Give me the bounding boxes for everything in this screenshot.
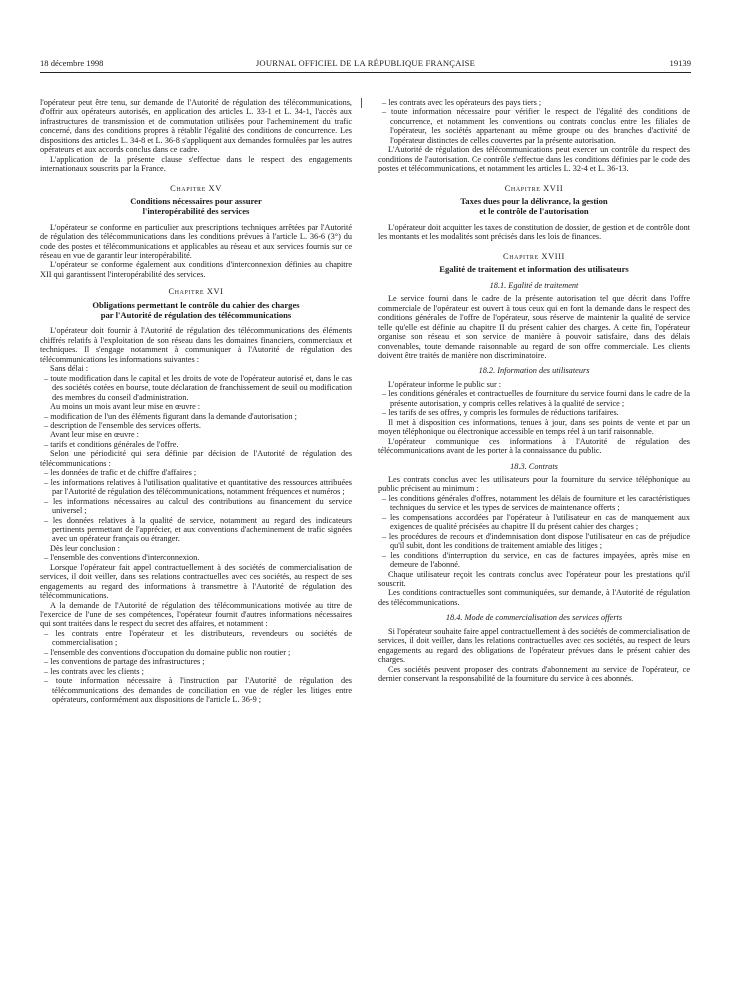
- section-heading: 18.1. Egalité de traitement: [489, 280, 579, 290]
- column-divider: [361, 98, 362, 108]
- chapter-label: Chapitre XVIII: [503, 251, 565, 261]
- paragraph: Ces sociétés peuvent proposer des contrats d'abonnement au service de l'opérateur, ce dernier conservant la responsabilité de la fourniture du service à ces abonnés.: [378, 664, 690, 684]
- paragraph: Dès leur conclusion :: [50, 543, 120, 553]
- list-item: – les compensations accordées par l'opérateur à l'utilisateur en cas de manquement aux exigences de qualité précisées au chapitre II du présent cahier des charges ;: [382, 512, 690, 532]
- list-item: – les conventions de partage des infrastructures ;: [44, 657, 205, 667]
- list-item: – les données relatives à la qualité de service, notamment au regard des indicateurs pertinents permettant de l'apprécier, et aux conventions d'acheminement de trafic signées avec un opérateur français ou étranger.: [44, 515, 352, 544]
- chapter-heading: et le contrôle de l'autorisation: [479, 205, 589, 216]
- paragraph: L'opérateur doit acquitter les taxes de constitution de dossier, de gestion et de contrôle dont les montants et les modalités sont précisés dans les lois de finances.: [378, 222, 690, 242]
- list-item: – tarifs et conditions générales de l'offre.: [44, 439, 179, 449]
- list-item: – les conditions générales et contractuelles de fourniture du service fourni dans le cadre de la présente autorisation, y compris celles relatives à la qualité de service ;: [382, 389, 690, 408]
- chapter-heading: l'interopérabilité des services: [142, 205, 250, 216]
- paragraph: L'application de la présente clause s'effectue dans le respect des engagements internationaux souscrits par la France.: [40, 154, 352, 174]
- list-item: – les informations relatives à l'utilisation qualitative et quantitative des ressources attribuées par l'Autorité de régulation des télécommunications, notamment fréquences et numéros ;: [44, 477, 352, 497]
- chapter-heading: Taxes dues pour la délivrance, la gestion: [460, 196, 608, 207]
- paragraph: L'opérateur se conforme en particulier aux prescriptions techniques arrêtées par l'Autorité de régulation des télécommunications dans les conditions prévues à l'article L. 36-6 (3°) du code des postes et télécommunications et applicables au réseau et aux services fournis sur ce réseau en vue de garantir leur interopérabilité.: [40, 222, 352, 261]
- paragraph: Sans délai :: [50, 364, 89, 374]
- list-item: – les contrats avec les opérateurs des pays tiers ;: [382, 98, 542, 107]
- list-item: – toute information nécessaire pour vérifier le respect de l'égalité des conditions de concurrence, et notamment les conventions ou contrats conclus entre les filiales de l'opérateur, les sociétés appartenant au même groupe ou des branches d'activité de l'opérateur distinctes de celles couvertes par la présente autorisation.: [382, 107, 690, 145]
- paragraph: l'opérateur peut être tenu, sur demande de l'Autorité de régulation des télécommunications, d'offrir aux opérateurs autorisés, en application des articles L. 33-1 et L. 34-1, l'accès aux infrastructures de transmission et de commutation utilisées pour l'acheminement du trafic concerné, dans des conditions propres à rétablir l'égalité des conditions de concurrence. Les dispositions des articles L. 34-8 et L. 36-8 s'appliquent aux demandes formulées par les autres opérateurs et aux accords conclus dans ce cadre.: [40, 98, 352, 155]
- list-item: – les tarifs de ses offres, y compris les formules de réductions tarifaires.: [382, 408, 619, 418]
- list-item: – les informations nécessaires au calcul des contributions au financement du service universel ;: [44, 496, 352, 516]
- chapter-heading: par l'Autorité de régulation des télécommunications: [100, 309, 292, 320]
- list-item: – l'ensemble des conventions d'occupation du domaine public non routier ;: [44, 647, 291, 657]
- paragraph: A la demande de l'Autorité de régulation des télécommunications motivée au titre de l'exercice de l'une de ses compétences, l'opérateur fournit d'autres informations nécessaires qui sont traitées dans le respect du secret des affaires, et notamment :: [40, 600, 352, 629]
- list-item: – modification de l'un des éléments figurant dans la demande d'autorisation ;: [44, 411, 297, 421]
- list-item: – l'ensemble des conventions d'interconnexion.: [44, 553, 200, 563]
- paragraph: Lorsque l'opérateur fait appel contractuellement à des sociétés de commercialisation de services, il doit veiller, dans ses relations contractuelles avec ces sociétés, au respect de ses engagements au regard des informations à transmettre à l'Autorité de régulation des télécommunications.: [40, 562, 352, 601]
- paragraph: Les conditions contractuelles sont communiquées, sur demande, à l'Autorité de régulation des télécommunications.: [378, 588, 690, 607]
- journal-title: JOURNAL OFFICIEL DE LA RÉPUBLIQUE FRANÇAISE: [255, 58, 476, 68]
- list-item: – description de l'ensemble des services offerts.: [44, 420, 201, 430]
- paragraph: Si l'opérateur souhaite faire appel contractuellement à des sociétés de commercialisation de services, il doit veiller, dans les relations contractuelles avec ces sociétés, au respect de leurs engagements au regard des obligations de l'opérateur prévues dans le présent cahier des charges.: [378, 626, 690, 665]
- list-item: – les conditions générales d'offres, notamment les délais de fourniture et les caractéristiques techniques du service et les types de services de maintenance offerts ;: [382, 493, 690, 513]
- paragraph: Au moins un mois avant leur mise en œuvre :: [50, 402, 201, 412]
- paragraph: Avant leur mise en œuvre :: [50, 430, 139, 440]
- paragraph: L'opérateur informe le public sur :: [388, 379, 502, 389]
- list-item: – les contrats avec les clients ;: [44, 666, 144, 676]
- right-column: [378, 98, 690, 684]
- list-item: – les procédures de recours et d'indemnisation dont dispose l'utilisateur en cas de préjudice qu'il subit, dont les conditions de traitement amiable des litiges ;: [382, 531, 690, 551]
- paragraph: L'opérateur se conforme également aux conditions d'interconnexion définies au chapitre XII qui garantissent l'interopérabilité des services.: [40, 260, 352, 279]
- header-date: 18 décembre 1998: [40, 58, 104, 68]
- page-header: [40, 58, 691, 73]
- paragraph: Le service fourni dans le cadre de la présente autorisation tel que décrit dans l'offre commerciale de l'opérateur est ouvert à tous ceux qui en font la demande dans le respect des conditions générales de l'offre de l'opérateur, sous réserve de maintenir la qualité de service telle qu'elle est définie au chapitre II du présent cahier des charges. A cette fin, l'opérateur organise son réseau et son service de manière à pouvoir satisfaire, dans des délais convenables, toute demande raisonnable au regard de son offre commerciale. Les clients doivent être traités de manière non discriminatoire.: [378, 294, 690, 360]
- chapter-heading: Conditions nécessaires pour assurer: [130, 196, 262, 207]
- list-item: – les contrats entre l'opérateur et les distributeurs, revendeurs ou sociétés de commercialisation ;: [44, 628, 352, 648]
- paragraph: L'opérateur doit fournir à l'Autorité de régulation des télécommunications des éléments chiffrés relatifs à l'exploitation de son réseau dans les domaines financiers, commerciaux et techniques. Il s'engage notamment à communiquer à l'Autorité de régulation des télécommunications les informations suivantes :: [40, 326, 352, 364]
- list-item: – toute modification dans le capital et les droits de vote de l'opérateur autorisé et, dans le cas des sociétés cotées en bourse, toute déclaration de franchissement de seuil ou modification des membres du conseil d'administration.: [44, 373, 352, 402]
- chapter-label: Chapitre XV: [170, 183, 222, 193]
- chapter-label: Chapitre XVII: [504, 183, 564, 193]
- chapter-label: Chapitre XVI: [168, 287, 224, 297]
- list-item: – les données de trafic et de chiffre d'affaires ;: [44, 468, 197, 478]
- paragraph: Selon une périodicité qui sera définie par décision de l'Autorité de régulation des télécommunications :: [40, 449, 352, 468]
- paragraph: Chaque utilisateur reçoit les contrats conclus avec l'opérateur pour les prestations qu'il souscrit.: [378, 569, 690, 588]
- section-heading: 18.3. Contrats: [510, 461, 558, 471]
- chapter-heading: Egalité de traitement et information des utilisateurs: [439, 264, 629, 275]
- paragraph: L'Autorité de régulation des télécommunications peut exercer un contrôle du respect des conditions de l'autorisation. Ce contrôle s'effectue dans les conditions définies par le code des postes et télécommunications, et notamment les articles L. 32-4 et L. 36-13.: [378, 145, 690, 174]
- list-item: – les conditions d'interruption du service, en cas de factures impayées, après mise en demeure de l'abonné.: [382, 550, 690, 570]
- paragraph: Il met à disposition ces informations, tenues à jour, dans ses points de vente et par un moyen téléphonique ou électronique accessible en temps réel à un tarif raisonnable.: [378, 417, 690, 437]
- section-heading: 18.2. Information des utilisateurs: [478, 366, 590, 376]
- chapter-heading: Obligations permettant le contrôle du cahier des charges: [92, 299, 300, 310]
- paragraph: Les contrats conclus avec les utilisateurs pour la fourniture du service téléphonique au public précisent au minimum :: [378, 474, 690, 494]
- paragraph: L'opérateur communique ces informations à l'Autorité de régulation des télécommunications avant de les porter à la connaissance du public.: [378, 436, 690, 456]
- list-item: – toute information nécessaire à l'instruction par l'Autorité de régulation des télécommunications des demandes de conciliation en vue de régler les litiges entre opérateurs, conformément aux dispositions de l'article L. 36-9 ;: [44, 676, 352, 705]
- left-column: [40, 98, 352, 705]
- page-number: 19139: [669, 58, 691, 68]
- section-heading: 18.4. Mode de commercialisation des services offerts: [445, 613, 623, 623]
